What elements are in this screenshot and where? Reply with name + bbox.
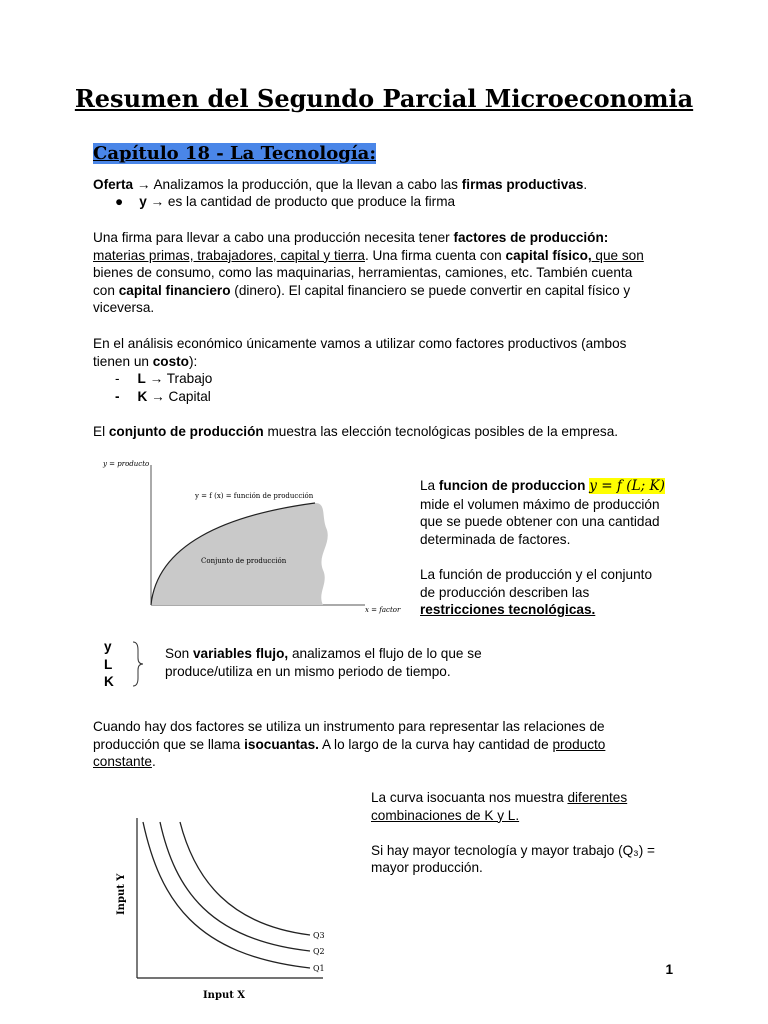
region-label: Conjunto de producción xyxy=(201,557,287,565)
bullet-icon: ● xyxy=(115,194,124,209)
x-axis-label: Input X xyxy=(203,990,246,1001)
factor-item-k: - K → Capital xyxy=(115,388,211,404)
curve-label: y = f (x) = función de producción xyxy=(195,492,314,500)
iso-explanation: La curva isocuanta nos muestra diferentes combinaciones de K y L. Si hay mayor tecnología y mayor trabajo (Q₃) = mayor producción. xyxy=(371,790,655,876)
isoquant-q1 xyxy=(143,822,310,968)
conjunto-paragraph: El conjunto de producción muestra las elección tecnológicas posibles de la empresa. xyxy=(93,424,619,439)
label-q2: Q2 xyxy=(313,947,325,956)
oferta-paragraph: Oferta → Analizamos la producción, que la llevan a cabo las firmas productivas. xyxy=(93,177,588,192)
formula-highlight: y = f (L; K) xyxy=(589,478,665,494)
factores-paragraph: Una firma para llevar a cabo una producción necesita tener factores de producción: materias primas, trabajadores, capital y tierra. Una firma cuenta con capital físico, que son bienes de consumo, como las maquinarias, herramientas, camiones, etc. También cuenta con capital financiero (dinero). El capital financiero se puede convertir en capital físico y viceversa. xyxy=(93,230,644,316)
isoquant-graph xyxy=(105,810,345,1005)
chapter-heading: Capítulo 18 - La Tecnología: xyxy=(93,143,376,164)
brace-icon xyxy=(130,640,146,688)
funcion-paragraph: La funcion de produccion y = f (L; K) mide el volumen máximo de producción que se puede obtener con una cantidad determinada de factores. La función de producción y el conjunto de producción describen las restricciones tecnológicas. xyxy=(420,478,665,618)
flujo-text: Son variables flujo, analizamos el flujo de lo que se produce/utiliza en un mismo periodo de tiempo. xyxy=(165,646,482,679)
isocuantas-paragraph: Cuando hay dos factores se utiliza un instrumento para representar las relaciones de producción que se llama isocuantas. A lo largo de la curva hay cantidad de producto constante. xyxy=(93,719,606,770)
y-axis-label: y = producto xyxy=(103,460,150,468)
production-graph xyxy=(95,455,405,620)
label-q1: Q1 xyxy=(313,964,325,973)
bullet-y: ● y → es la cantidad de producto que produce la firma xyxy=(115,194,456,209)
factor-list xyxy=(115,370,212,405)
document-title: Resumen del Segundo Parcial Microeconomia xyxy=(74,84,694,113)
factor-item-l: - L → Trabajo xyxy=(115,371,213,386)
page-number: 1 xyxy=(665,962,673,977)
flujo-vars: y L K xyxy=(104,639,114,690)
isoquant-q3 xyxy=(180,822,310,935)
analisis-paragraph: En el análisis económico únicamente vamos a utilizar como factores productivos (ambos tienen un costo): xyxy=(93,336,627,369)
y-axis-label: Input Y xyxy=(116,873,127,915)
label-q3: Q3 xyxy=(313,931,325,940)
oferta-label: Oferta xyxy=(93,177,134,192)
x-axis-label: x = factor xyxy=(365,606,401,614)
